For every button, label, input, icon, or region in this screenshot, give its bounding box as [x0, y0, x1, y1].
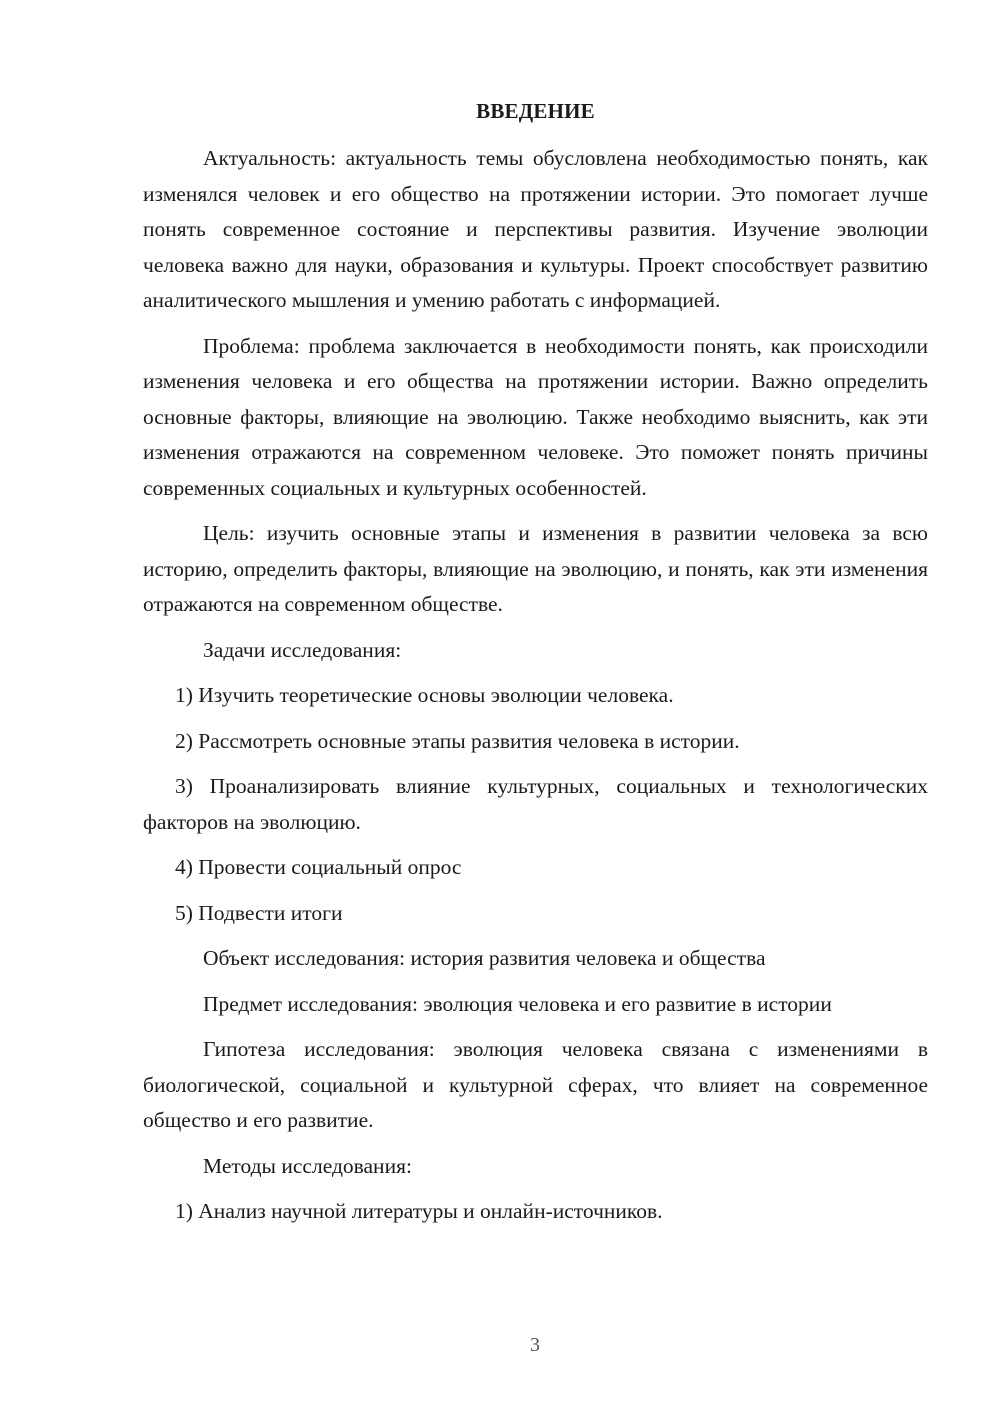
problem-paragraph: Проблема: проблема заключается в необходимости понять, как происходили изменения человека и его общества на протяжении истории. Важно определить основные факторы, влияющие на эволюцию. Также необходимо выяснить, как эти изменения отражаются на современном человеке. Это поможет понять причины современных социальных и культурных особенностей.	[143, 333, 928, 500]
section-heading: ВВЕДЕНИЕ	[476, 99, 595, 123]
hypothesis-paragraph: Гипотеза исследования: эволюция человека связана с изменениями в биологической, социальной и культурной сферах, что влияет на современное общество и его развитие.	[143, 1037, 928, 1132]
page-content	[143, 95, 928, 1240]
task-item-1: 1) Изучить теоретические основы эволюции человека.	[175, 683, 674, 707]
task-item-3: 3) Проанализировать влияние культурных, социальных и технологических факторов на эволюцию.	[143, 774, 928, 834]
relevance-paragraph: Актуальность: актуальность темы обусловлена необходимостью понять, как изменялся человек и его общество на протяжении истории. Это помогает лучше понять современное состояние и перспективы развития. Изучение эволюции человека важно для науки, образования и культуры. Проект способствует развитию аналитического мышления и умению работать с информацией.	[143, 146, 928, 312]
research-object: Объект исследования: история развития человека и общества	[203, 946, 766, 970]
tasks-title: Задачи исследования:	[203, 637, 402, 662]
goal-paragraph: Цель: изучить основные этапы и изменения в развитии человека за всю историю, определить факторы, влияющие на эволюцию, и понять, как эти изменения отражаются на современном обществе.	[143, 521, 928, 616]
methods-title: Методы исследования:	[203, 1153, 412, 1178]
page-number: 3	[530, 1334, 540, 1356]
task-item-4: 4) Провести социальный опрос	[175, 855, 462, 879]
research-subject: Предмет исследования: эволюция человека и его развитие в истории	[203, 991, 832, 1016]
task-item-5: 5) Подвести итоги	[175, 900, 343, 925]
task-item-2: 2) Рассмотреть основные этапы развития человека в истории.	[175, 728, 740, 753]
method-item-1: 1) Анализ научной литературы и онлайн-источников.	[175, 1199, 663, 1223]
